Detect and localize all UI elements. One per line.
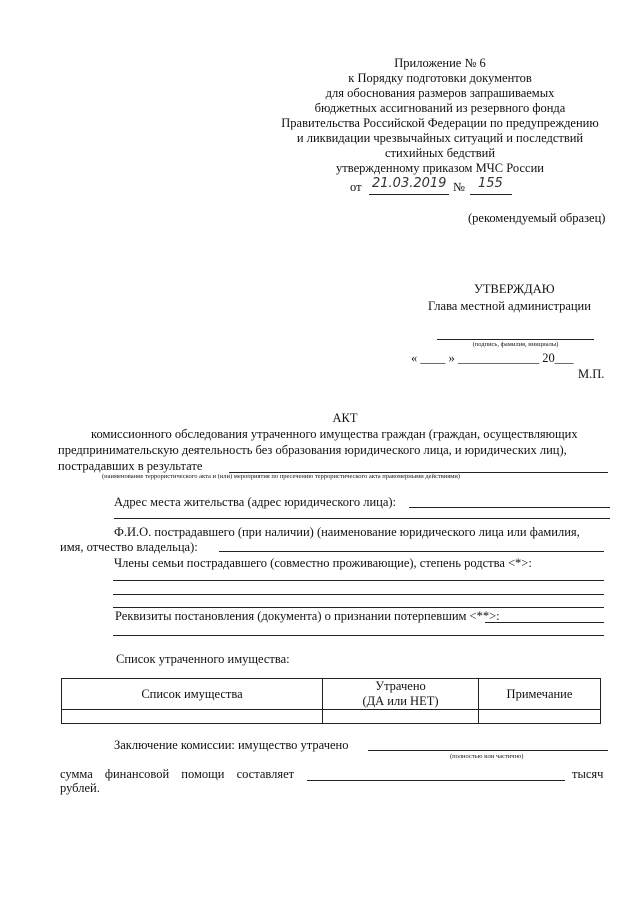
requisites-field-line-2[interactable] [113, 635, 604, 636]
family-field-line-1[interactable] [113, 580, 604, 581]
act-line-3: пострадавших в результате [58, 459, 203, 473]
fio-field[interactable] [219, 551, 604, 552]
act-cause-caption: (наименование террористического акта и (или) мероприятия по пресечению террористического акта правомерными действиями) [102, 473, 461, 480]
fio-label-line-2: имя, отчество владельца): [60, 540, 198, 554]
act-title: АКТ [332, 411, 358, 425]
appendix-line: Приложение № 6 [394, 56, 486, 70]
appendix-header [250, 56, 630, 176]
family-field-line-2[interactable] [113, 594, 604, 595]
order-number-value: 155 [478, 176, 503, 191]
order-date-prefix: от [350, 180, 362, 194]
lost-cell[interactable] [323, 710, 479, 724]
act-line-2: предпринимательскую деятельность без образования юридического лица, и юридических лиц), [58, 443, 567, 457]
sum-label: сумма финансовой помощи составляет [60, 767, 295, 781]
conclusion-caption: (полностью или частично) [450, 753, 524, 760]
order-number-underline [470, 194, 512, 195]
sample-note: (рекомендуемый образец) [468, 211, 606, 225]
col-header-lost-hint: (ДА или НЕТ) [362, 694, 439, 708]
col-header-lost-title: Утрачено [375, 679, 426, 693]
approval-position: Глава местной администрации [428, 299, 591, 313]
appendix-line: утвержденному приказом МЧС России [336, 161, 544, 175]
appendix-line: для обоснования размеров запрашиваемых [325, 86, 555, 100]
appendix-line: бюджетных ассигнований из резервного фонда [314, 101, 566, 115]
col-header-property-list: Список имущества [62, 679, 323, 710]
note-cell[interactable] [479, 710, 601, 724]
appendix-line: Правительства Российской Федерации по предупреждению [281, 116, 599, 130]
act-line-1: комиссионного обследования утраченного имущества граждан (граждан, осуществляющих [91, 427, 578, 441]
appendix-line: и ликвидации чрезвычайных ситуаций и последствий [296, 131, 584, 145]
col-header-note: Примечание [479, 679, 601, 710]
appendix-line: к Порядку подготовки документов [348, 71, 532, 85]
requisites-label: Реквизиты постановления (документа) о признании потерпевшим <**>: [115, 609, 500, 623]
order-number-prefix: № [453, 180, 465, 194]
property-heading: Список утраченного имущества: [116, 652, 290, 666]
property-cell[interactable] [62, 710, 323, 724]
stamp-label: М.П. [578, 367, 605, 381]
family-label: Члены семьи пострадавшего (совместно проживающие), степень родства <*>: [114, 556, 532, 570]
property-table [61, 678, 601, 724]
conclusion-label: Заключение комиссии: имущество утрачено [114, 738, 349, 752]
sum-unit: тысяч [572, 767, 604, 781]
order-date-underline [369, 194, 449, 195]
conclusion-field[interactable] [368, 750, 608, 751]
address-field-line-2[interactable] [114, 518, 610, 519]
address-field[interactable] [409, 507, 610, 508]
approval-title: УТВЕРЖДАЮ [474, 282, 555, 296]
requisites-field[interactable] [485, 622, 604, 623]
fio-label-line-1: Ф.И.О. пострадавшего (при наличии) (наименование юридического лица или фамилия, [114, 525, 580, 539]
address-label: Адрес места жительства (адрес юридического лица): [114, 495, 397, 509]
signature-caption: (подпись, фамилия, инициалы) [472, 341, 559, 348]
signature-line [437, 339, 594, 340]
approval-date-line: « ____ » _____________ 20___ [411, 351, 574, 365]
family-field-line-3[interactable] [113, 607, 604, 608]
sum-field[interactable] [307, 780, 565, 781]
appendix-line: стихийных бедствий [384, 146, 496, 160]
col-header-lost [323, 679, 479, 710]
order-date-value: 21.03.2019 [372, 176, 447, 191]
sum-unit-2: рублей. [60, 781, 100, 795]
